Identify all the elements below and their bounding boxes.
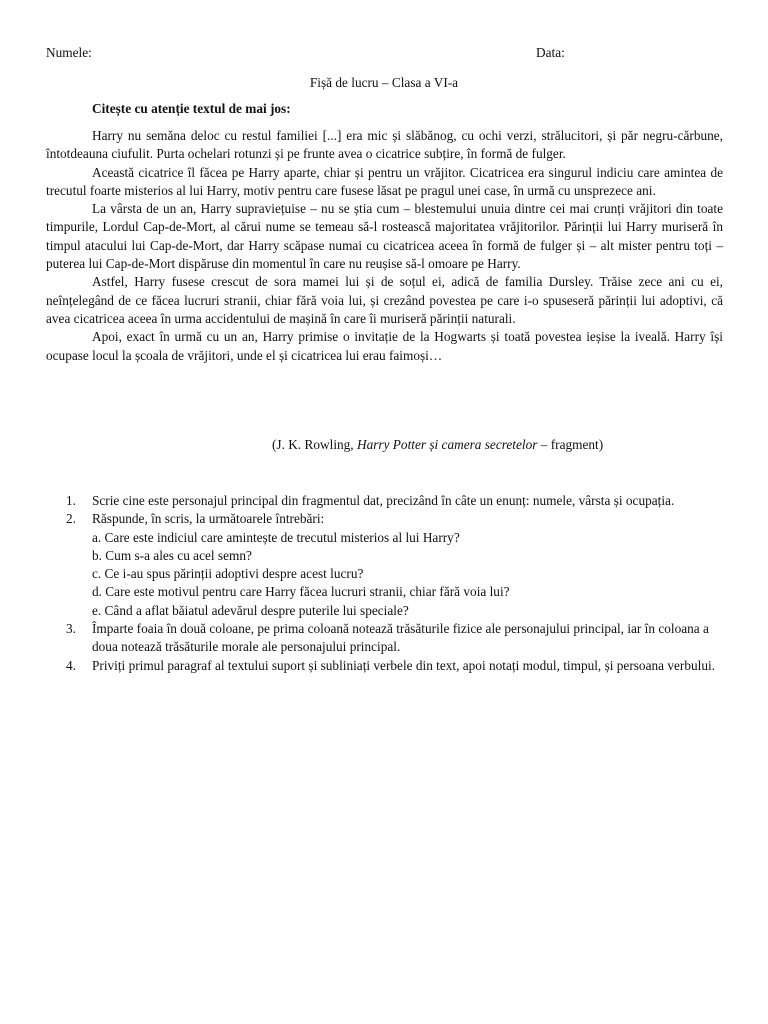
header-row (46, 44, 722, 62)
task-number: 1. (66, 493, 76, 508)
reading-text (46, 127, 723, 365)
paragraph: Astfel, Harry fusese crescut de sora mamei lui și de soțul ei, adică de familia Dursley. Trăise zece ani cu ei, neînțelegând de ce făcea lucruri stranii, chiar fără voia lui, și crezând povestea pe care i-o spuseseră părinții lui adoptivi, că avea cicatricea aceea în urma accidentului de mașină în care îi muriseră părinții naturali. (46, 274, 723, 326)
source-citation (272, 436, 603, 454)
date-label: Data: (536, 45, 565, 60)
reading-instruction: Citește cu atenție textul de mai jos: (92, 101, 291, 116)
subquestion-list (92, 529, 722, 620)
task-item (66, 620, 722, 657)
paragraph: La vârsta de un an, Harry supraviețuise – nu se știa cum – blestemului unuia dintre cei mai crunți vrăjitori din toate timpurile, Lordul Cap-de-Mort, al cărui nume se temeau să-l rostească majoritatea vrăjitorilor. Părinții lui Harry muriseră în timpul atacului lui Cap-de-Mort, dar Harry scăpase numai cu cicatricea aceea în formă de fulger și – alt mister pentru toți – puterea lui Cap-de-Mort dispăruse din momentul în care nu reușise să-l omoare pe Harry. (46, 201, 723, 272)
worksheet-title: Fișă de lucru – Clasa a VI-a (309, 75, 459, 90)
source-book-title: Harry Potter și camera secretelor (356, 437, 538, 452)
subquestion: a. Care este indiciul care amintește de trecutul misterios al lui Harry? (92, 529, 460, 545)
paragraph: Această cicatrice îl făcea pe Harry aparte, chiar și pentru un vrăjitor. Cicatricea era singurul indiciu care amintea de trecutul foarte misterios al lui Harry, motiv pentru care fusese lăsat pe pragul unei case, în urmă cu unsprezece ani. (46, 164, 723, 198)
subquestion: b. Cum s-a ales cu acel semn? (92, 547, 252, 563)
subquestion: c. Ce i-au spus părinții adoptivi despre acest lucru? (92, 566, 364, 582)
task-item (66, 492, 722, 510)
task-number: 3. (66, 621, 76, 637)
task-item (66, 657, 722, 675)
paragraph: Harry nu semăna deloc cu restul familiei [...] era mic și slăbănog, cu ochi verzi, strălucitori, și păr negru-cărbune, întotdeauna ciufulit. Purta ochelari rotunzi și pe frunte avea o cicatrice subțire, în formă de fulger. (46, 128, 723, 162)
source-suffix: – fragment) (537, 437, 604, 452)
paragraph: Apoi, exact în urmă cu un an, Harry primise o invitație de la Hogwarts și toată povestea ieșise la iveală. Harry își ocupase locul la școala de vrăjitori, unde el și cicatricea lui erau faimoși… (46, 329, 723, 363)
task-number: 2. (66, 511, 76, 527)
task-item (66, 510, 722, 620)
task-number: 4. (66, 657, 76, 673)
task-text: Priviți primul paragraf al textului suport și subliniați verbele din text, apoi notați modul, timpul, și persoana verbului. (92, 657, 715, 673)
task-text: Împarte foaia în două coloane, pe prima coloană notează trăsăturile fizice ale personajului principal, iar în coloana a doua notează trăsăturile morale ale personajului principal. (92, 621, 709, 655)
task-text: Scrie cine este personajul principal din fragmentul dat, precizând în câte un enunț: numele, vârsta și ocupația. (92, 493, 675, 508)
name-label: Numele: (46, 45, 92, 60)
task-list (66, 492, 722, 675)
subquestion: d. Care este motivul pentru care Harry făcea lucruri stranii, chiar fără voia lui? (92, 584, 510, 600)
source-author: (J. K. Rowling, (272, 437, 357, 452)
task-text: Răspunde, în scris, la următoarele întrebări: (92, 511, 325, 527)
subquestion: e. Când a aflat băiatul adevărul despre puterile lui speciale? (92, 602, 409, 618)
